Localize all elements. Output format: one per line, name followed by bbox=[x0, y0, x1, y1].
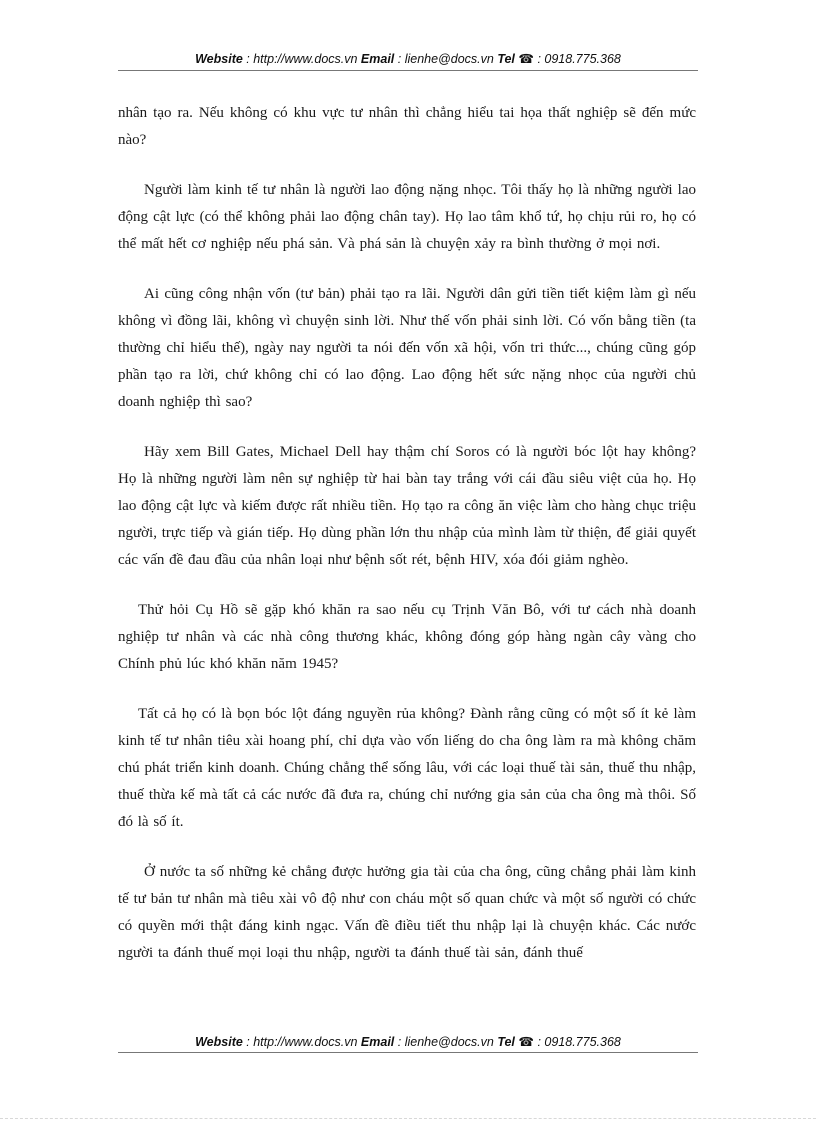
footer-email-label: Email bbox=[360, 1035, 395, 1049]
header-email-label: Email bbox=[360, 52, 395, 66]
paragraph-5: Thử hỏi Cụ Hồ sẽ gặp khó khăn ra sao nếu cụ Trịnh Văn Bô, với tư cách nhà doanh nghiệp tư nhân và các nhà công thương khác, không đóng góp hàng ngàn cây vàng cho Chính phủ lúc khó khăn năm 1945? bbox=[118, 602, 696, 672]
phone-icon: ☎ bbox=[518, 52, 534, 66]
phone-icon: ☎ bbox=[518, 1035, 534, 1049]
page-header bbox=[118, 51, 698, 66]
paragraph-1: nhân tạo ra. Nếu không có khu vực tư nhân thì chẳng hiểu tai họa thất nghiệp sẽ đến mức nào? bbox=[118, 105, 696, 148]
paragraph-4: Hãy xem Bill Gates, Michael Dell hay thậm chí Soros có là người bóc lột hay không? Họ là những người làm nên sự nghiệp từ hai bàn tay trắng với cái đầu siêu việt của họ. Họ lao động cật lực và kiếm được rất nhiều tiền. Họ tạo ra công ăn việc làm cho hàng chục triệu người, trực tiếp và gián tiếp. Họ dùng phần lớn thu nhập của mình làm từ thiện, để giải quyết các vấn đề đau đầu của nhân loại như bệnh sốt rét, bệnh HIV, xóa đói giảm nghèo. bbox=[118, 444, 696, 568]
paragraph-3: Ai cũng công nhận vốn (tư bản) phải tạo ra lãi. Người dân gửi tiền tiết kiệm làm gì nếu không vì đồng lãi, không vì chuyện sinh lời. Như thế vốn phải sinh lời. Có vốn bằng tiền (ta thường chỉ hiểu thế), ngày nay người ta nói đến vốn xã hội, vốn tri thức..., chúng cũng góp phần tạo ra lời, chứ không chỉ có lao động. Lao động hết sức nặng nhọc của người chủ doanh nghiệp thì sao? bbox=[118, 286, 696, 410]
header-tel-label: Tel bbox=[497, 52, 515, 66]
paragraph-2: Người làm kinh tế tư nhân là người lao động nặng nhọc. Tôi thấy họ là những người lao động cật lực (có thể không phải lao động chân tay). Họ lao tâm khổ tứ, họ chịu rủi ro, họ có thể mất hết cơ nghiệp nếu phá sản. Và phá sản là chuyện xảy ra bình thường ở mọi nơi. bbox=[118, 182, 696, 252]
footer-website-label: Website bbox=[195, 1035, 243, 1049]
footer-email-value: : lienhe@docs.vn bbox=[394, 1035, 498, 1049]
footer-website-value: : http://www.docs.vn bbox=[242, 1035, 361, 1049]
body-text bbox=[118, 100, 696, 967]
paragraph-6: Tất cả họ có là bọn bóc lột đáng nguyền rủa không? Đành rằng cũng có một số ít kẻ làm kinh tế tư nhân tiêu xài hoang phí, chỉ dựa vào vốn liếng do cha ông làm ra mà không chăm chú phát triển kinh doanh. Chúng chẳng thể sống lâu, với các loại thuế tài sản, thuế thu nhập, thuế thừa kế mà tất cả các nước đã đưa ra, chúng chỉ nướng gia sản của cha ông mà thôi. Số đó là số ít. bbox=[118, 706, 696, 830]
header-website-value: : http://www.docs.vn bbox=[242, 52, 361, 66]
footer-tel-value: : 0918.775.368 bbox=[533, 1035, 621, 1049]
page-edge-divider bbox=[0, 1118, 816, 1119]
paragraph-7: Ở nước ta số những kẻ chẳng được hưởng gia tài của cha ông, cũng chẳng phải làm kinh tế tư bản tư nhân mà tiêu xài vô độ như con cháu một số quan chức và một số người có chức có quyền mới thật đáng kinh ngạc. Vấn đề điều tiết thu nhập lại là chuyện khác. Các nước người ta đánh thuế mọi loại thu nhập, người ta đánh thuế tài sản, đánh thuế bbox=[118, 864, 696, 961]
header-divider bbox=[118, 70, 698, 71]
header-website-label: Website bbox=[195, 52, 243, 66]
header-tel-value: : 0918.775.368 bbox=[533, 52, 621, 66]
footer-tel-label: Tel bbox=[497, 1035, 515, 1049]
header-email-value: : lienhe@docs.vn bbox=[394, 52, 498, 66]
page-footer bbox=[118, 1034, 698, 1049]
footer-divider bbox=[118, 1052, 698, 1053]
